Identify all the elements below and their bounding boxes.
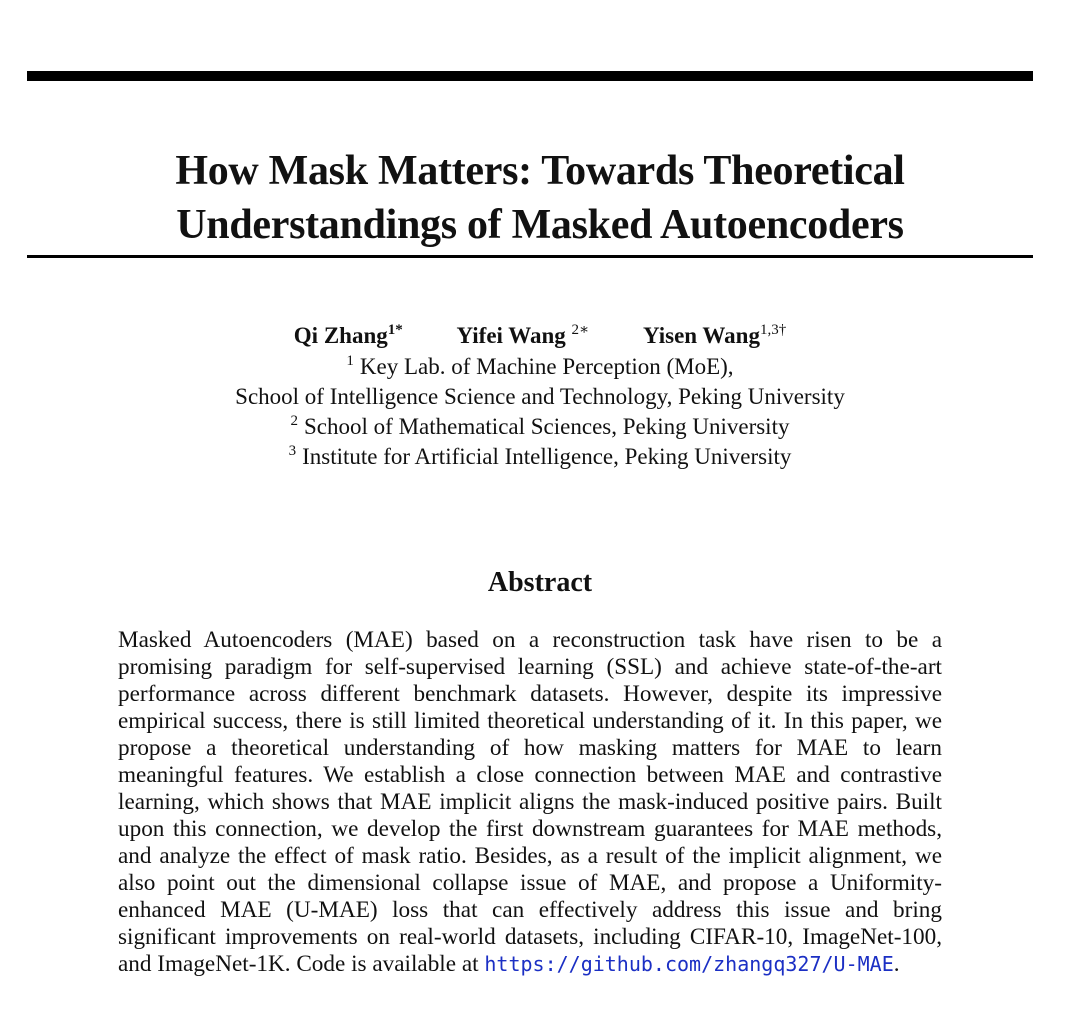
author-yisen-wang (643, 320, 786, 352)
author-block (0, 320, 1080, 472)
title-bottom-rule (27, 255, 1033, 258)
affiliation-1-cont (0, 382, 1080, 412)
author-yifei-wang (457, 320, 590, 352)
affiliation-text: Key Lab. of Machine Perception (MoE), (359, 354, 734, 379)
author-qi-zhang (294, 320, 403, 352)
title-line-1: How Mask Matters: Towards Theoretical (175, 148, 905, 195)
paper-title (0, 144, 1080, 252)
abstract-paragraph (118, 627, 942, 978)
author-name: Qi Zhang (293, 323, 388, 348)
affiliation-marker: 1 (346, 353, 354, 369)
author-list (0, 320, 1080, 352)
affiliation-2 (0, 412, 1080, 442)
author-affiliation-marker: 1* (387, 322, 403, 338)
affiliation-3 (0, 442, 1080, 472)
abstract-heading: Abstract (487, 567, 593, 599)
affiliation-marker: 3 (288, 443, 297, 459)
author-name: Yisen Wang (642, 323, 760, 348)
abstract-trailing-period: . (893, 951, 900, 978)
abstract-text: Masked Autoencoders (MAE) based on a reconstruction task have risen to be a promising paradigm for self-supervised learning (SSL) and achieve state-of-the-art performance across different benchmark datasets. However, despite its impressive empirical success, there is still limited theoretical understanding of it. In this paper, we propose a theoretical understanding of how masking matters for MAE to learn meaningful features. We establish a close connection between MAE and contrastive learning, which shows that MAE implicit aligns the mask-induced positive pairs. Built upon this connection, we develop the first downstream guarantees for MAE methods, and analyze the effect of mask ratio. Besides, as a result of the implicit alignment, we also point out the dimensional collapse issue of MAE, and propose a Uniformity-enhanced MAE (U-MAE) loss that can effectively address this issue and bring significant improvements on real-world datasets, including CIFAR-10, ImageNet-100, and ImageNet-1K. Code is available at (118, 627, 942, 978)
author-affiliation-marker: 2∗ (571, 322, 590, 338)
affiliation-1 (0, 352, 1080, 382)
affiliation-text: School of Intelligence Science and Technology, Peking University (235, 384, 845, 409)
affiliation-text: Institute for Artificial Intelligence, Peking University (302, 444, 792, 469)
code-link[interactable]: https://github.com/zhangq327/U-MAE (484, 952, 894, 977)
author-name: Yifei Wang (456, 323, 566, 348)
affiliation-marker: 2 (290, 413, 299, 429)
author-affiliation-marker: 1,3† (759, 322, 787, 338)
title-line-2: Understandings of Masked Autoencoders (176, 202, 904, 249)
title-top-rule (27, 71, 1033, 81)
affiliation-text: School of Mathematical Sciences, Peking University (304, 414, 790, 439)
